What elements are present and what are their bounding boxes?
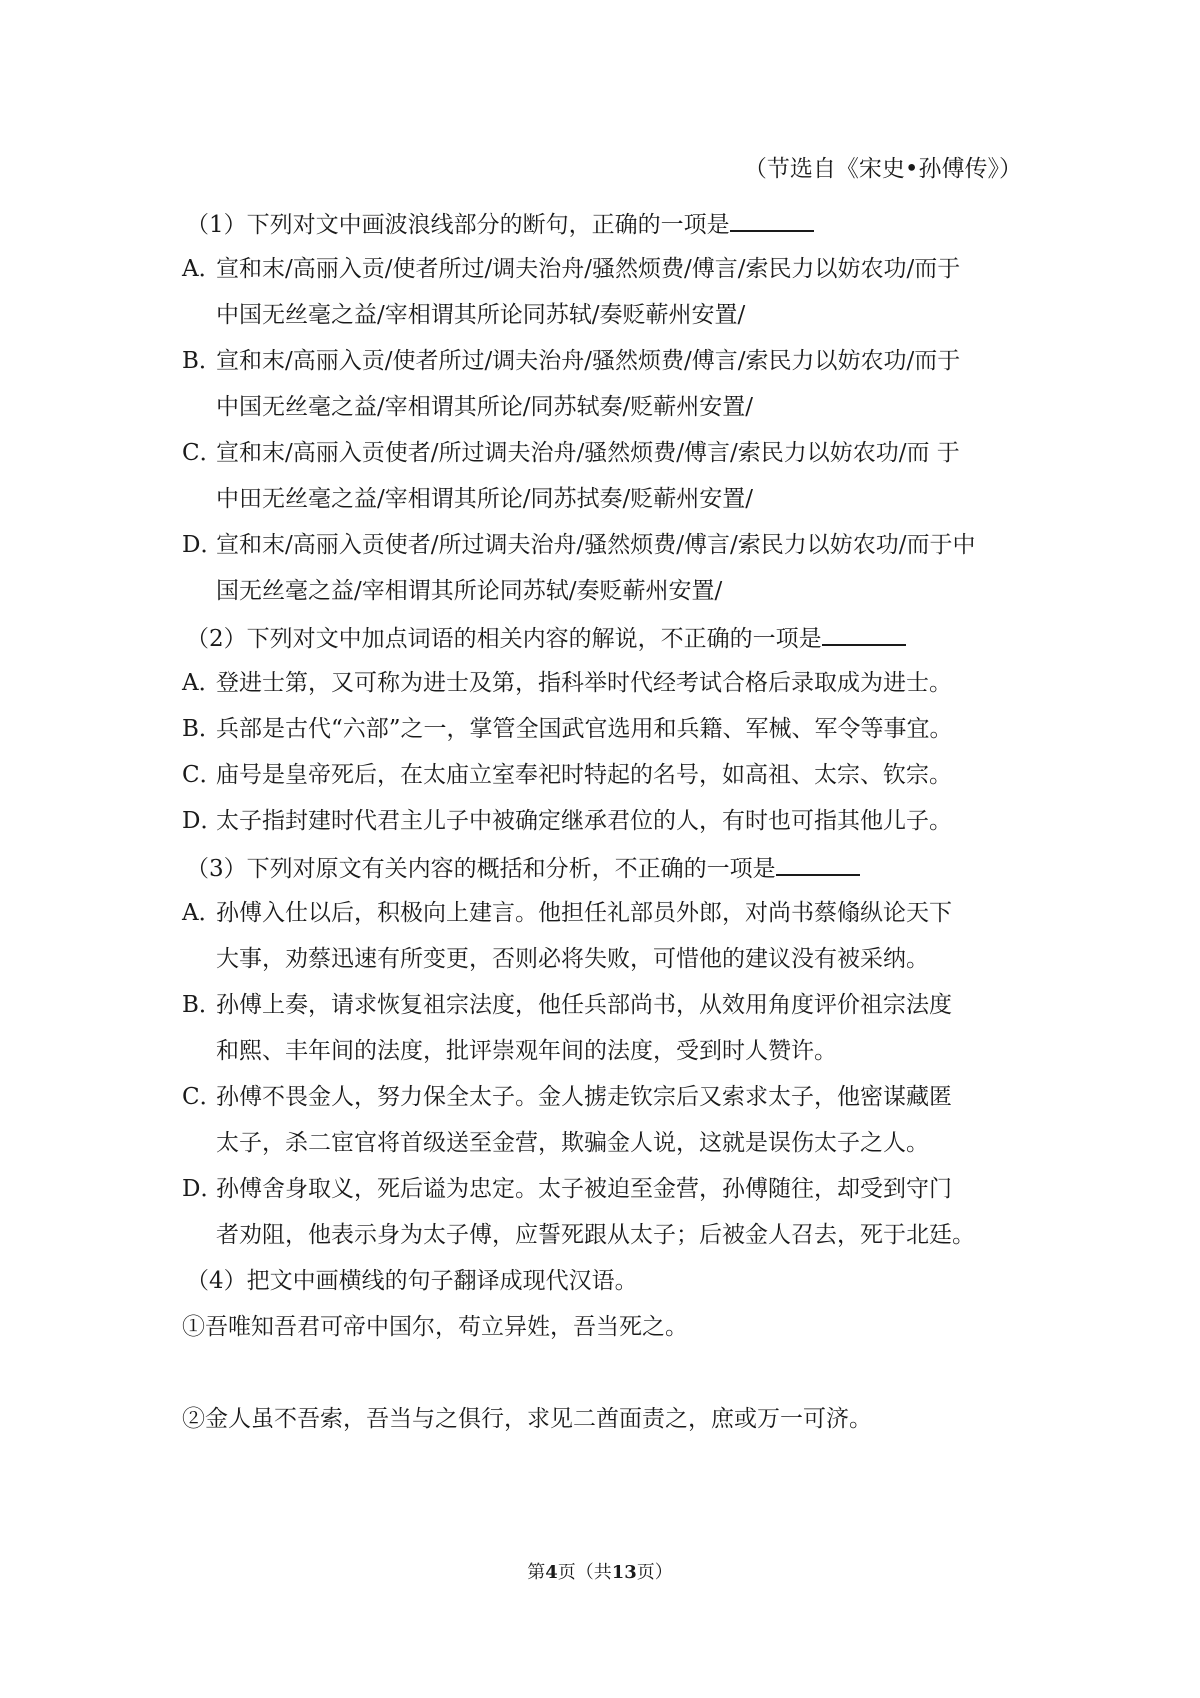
option-label: D． (182, 808, 224, 834)
option-text: 孙傅舍身取义，死后谥为忠定。太子被迫至金营，孙傅随往，却受到守门 (216, 1176, 952, 1202)
q2-option-d (182, 798, 1032, 844)
translation-sentence-2: ②金人虽不吾索，吾当与之俱行，求见二酋面责之，庶或万一可济。 (182, 1406, 872, 1432)
option-text: 孙傅入仕以后，积极向上建言。他担任礼部员外郎，对尚书蔡翛纵论天下 (216, 900, 952, 926)
option-text: 太子指封建时代君主儿子中被确定继承君位的人，有时也可指其他儿子。 (216, 808, 952, 834)
option-label: C． (182, 762, 223, 788)
option-text: 孙傅上奏，请求恢复祖宗法度，他任兵部尚书，从效用角度评价祖宗法度 (216, 992, 952, 1018)
q2-option-a (182, 660, 1032, 706)
option-text: 宣和末/高丽入贡使者/所过调夫治舟/骚然烦费/傅言/索民力以妨农功/而 于 (216, 440, 960, 466)
option-label: C． (182, 1084, 223, 1110)
option-text: 兵部是古代“六部”之一，掌管全国武官选用和兵籍、军械、军令等事宜。 (216, 716, 953, 742)
question-2-text: （2）下列对文中加点词语的相关内容的解说，不正确的一项是 (186, 626, 822, 652)
option-text-cont: 中田无丝毫之益/宰相谓其所论/同苏拭奏/贬蕲州安置/ (216, 486, 753, 512)
footer-prefix: 第 (527, 1562, 546, 1583)
question-1-stem (182, 200, 1032, 246)
option-label: C． (182, 440, 223, 466)
option-label: A． (182, 900, 222, 926)
option-text: 登进士第，又可称为进士及第，指科举时代经考试合格后录取成为进士。 (216, 670, 952, 696)
option-text: 庙号是皇帝死后，在太庙立室奉祀时特起的名号，如高祖、太宗、钦宗。 (216, 762, 952, 788)
q3-option-d (182, 1166, 1032, 1258)
answer-space-1[interactable] (182, 1350, 1032, 1396)
option-text-cont: 太子，杀二宦官将首级送至金营，欺骗金人说，这就是误伤太子之人。 (216, 1130, 929, 1156)
page-footer (0, 1560, 1200, 1586)
q1-option-b (182, 338, 1032, 430)
q2-option-c (182, 752, 1032, 798)
option-text: 孙傅不畏金人，努力保全太子。金人掳走钦宗后又索求太子，他密谋藏匿 (216, 1084, 952, 1110)
option-label: A． (182, 256, 222, 282)
footer-total-pages: 13 (611, 1562, 637, 1583)
footer-mid: 页（共 (557, 1562, 612, 1583)
option-label: B． (182, 348, 222, 374)
option-text-cont: 国无丝毫之益/宰相谓其所论同苏轼/奏贬蕲州安置/ (216, 578, 723, 604)
q3-option-c (182, 1074, 1032, 1166)
q3-option-b (182, 982, 1032, 1074)
footer-page-number: 4 (545, 1562, 558, 1583)
option-text: 宣和末/高丽入贡/使者所过/调夫治舟/骚然烦费/傅言/索民力以妨农功/而于 (216, 256, 961, 282)
q1-option-a (182, 246, 1032, 338)
answer-blank-1[interactable] (730, 200, 814, 232)
source-citation: （节选自《宋史•孙傅传》） (743, 156, 1022, 182)
option-text-cont: 者劝阻，他表示身为太子傅，应誓死跟从太子；后被金人召去，死于北廷。 (216, 1222, 975, 1248)
q3-option-a (182, 890, 1032, 982)
option-text-cont: 大事，劝蔡迅速有所变更，否则必将失败，可惜他的建议没有被采纳。 (216, 946, 929, 972)
option-text-cont: 和熙、丰年间的法度，批评崇观年间的法度，受到时人赞许。 (216, 1038, 837, 1064)
option-label: A． (182, 670, 222, 696)
q1-option-c (182, 430, 1032, 522)
question-3-stem (182, 844, 1032, 890)
option-label: D． (182, 532, 224, 558)
q2-option-b (182, 706, 1032, 752)
answer-blank-2[interactable] (822, 614, 906, 646)
question-3-text: （3）下列对原文有关内容的概括和分析，不正确的一项是 (186, 856, 776, 882)
footer-suffix: 页） (636, 1562, 673, 1583)
question-body (182, 200, 1032, 1442)
question-2-stem (182, 614, 1032, 660)
question-1-text: （1）下列对文中画波浪线部分的断句，正确的一项是 (186, 212, 730, 238)
q4-item-2 (182, 1396, 1032, 1442)
option-label: B． (182, 992, 222, 1018)
q1-option-d (182, 522, 1032, 614)
option-text: 宣和末/高丽入贡使者/所过调夫治舟/骚然烦费/傅言/索民力以妨农功/而于中 (216, 532, 976, 558)
option-text-cont: 中国无丝毫之益/宰相谓其所论/同苏轼奏/贬蕲州安置/ (216, 394, 753, 420)
option-label: D． (182, 1176, 224, 1202)
option-label: B． (182, 716, 222, 742)
question-4-stem: （4）把文中画横线的句子翻译成现代汉语。 (186, 1268, 638, 1294)
translation-sentence-1: ①吾唯知吾君可帝中国尔，苟立异姓，吾当死之。 (182, 1314, 688, 1340)
answer-blank-3[interactable] (776, 844, 860, 876)
option-text-cont: 中国无丝毫之益/宰相谓其所论同苏轼/奏贬蕲州安置/ (216, 302, 746, 328)
option-text: 宣和末/高丽入贡/使者所过/调夫治舟/骚然烦费/傅言/索民力以妨农功/而于 (216, 348, 961, 374)
q4-item-1 (182, 1304, 1032, 1350)
